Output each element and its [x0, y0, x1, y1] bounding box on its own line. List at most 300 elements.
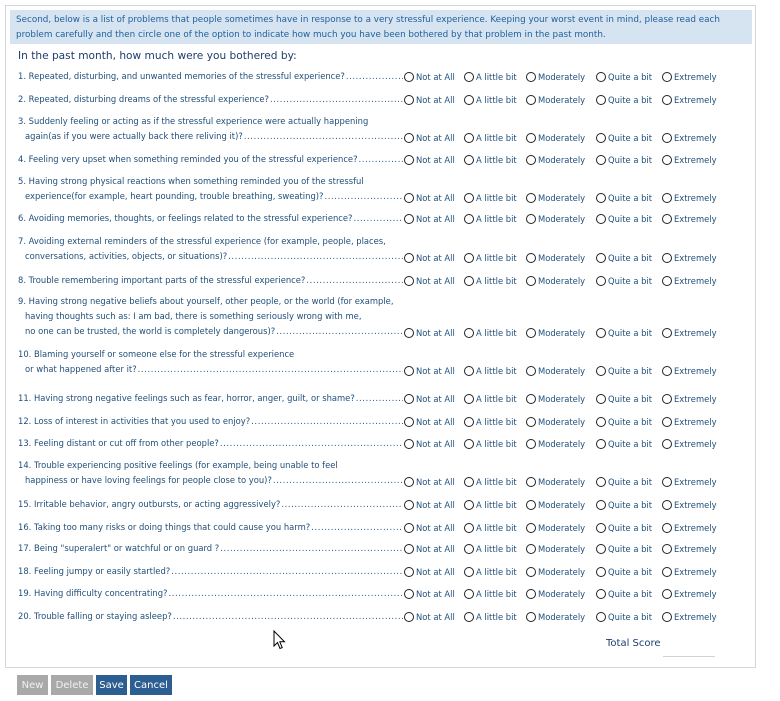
- option-extremely[interactable]: [662, 131, 717, 145]
- radio-button[interactable]: [404, 366, 414, 376]
- radio-button[interactable]: [464, 133, 474, 143]
- option-label: Quite a bit: [608, 276, 653, 286]
- radio-button[interactable]: [464, 276, 474, 286]
- question-17: [18, 541, 403, 556]
- option-moderately[interactable]: [526, 565, 585, 579]
- radio-button[interactable]: [404, 589, 414, 599]
- radio-button[interactable]: [596, 253, 606, 263]
- option-label: Quite a bit: [608, 133, 653, 143]
- radio-button[interactable]: [404, 133, 414, 143]
- radio-button[interactable]: [662, 133, 672, 143]
- option-a-little-bit[interactable]: [464, 392, 517, 406]
- radio-button[interactable]: [464, 72, 474, 82]
- radio-button[interactable]: [404, 253, 414, 263]
- radio-button[interactable]: [662, 95, 672, 105]
- option-a-little-bit[interactable]: [464, 542, 517, 556]
- option-extremely[interactable]: [662, 475, 717, 489]
- option-moderately[interactable]: [526, 326, 585, 340]
- total-score-label: Total Score: [606, 638, 661, 649]
- option-moderately[interactable]: [526, 610, 585, 624]
- question-text-line: no one can be trusted, the world is completely dangerous)? .....: [18, 324, 403, 339]
- option-label: A little bit: [476, 567, 517, 577]
- radio-button[interactable]: [596, 328, 606, 338]
- option-quite-a-bit[interactable]: [596, 212, 652, 226]
- option-label: Extremely: [674, 612, 717, 622]
- option-a-little-bit[interactable]: [464, 565, 517, 579]
- option-moderately[interactable]: [526, 415, 585, 429]
- radio-button[interactable]: [404, 276, 414, 286]
- radio-button[interactable]: [662, 567, 672, 577]
- option-label: A little bit: [476, 500, 517, 510]
- option-a-little-bit[interactable]: [464, 364, 517, 378]
- option-extremely[interactable]: [662, 326, 717, 340]
- option-not-at-all[interactable]: [404, 437, 455, 451]
- radio-button[interactable]: [526, 72, 536, 82]
- option-label: A little bit: [476, 417, 517, 427]
- option-label: Not at All: [416, 439, 455, 449]
- option-extremely[interactable]: [662, 191, 717, 205]
- question-15: [18, 497, 403, 512]
- question-text-line: 7. Avoiding external reminders of the stressful experience (for example, people, places,: [18, 236, 386, 246]
- radio-button[interactable]: [662, 193, 672, 203]
- option-moderately[interactable]: [526, 93, 585, 107]
- option-not-at-all[interactable]: [404, 274, 455, 288]
- option-quite-a-bit[interactable]: [596, 475, 652, 489]
- option-not-at-all[interactable]: [404, 93, 455, 107]
- option-a-little-bit[interactable]: [464, 93, 517, 107]
- option-label: Not at All: [416, 500, 455, 510]
- radio-button[interactable]: [404, 477, 414, 487]
- radio-button[interactable]: [464, 612, 474, 622]
- answer-options-10: [404, 364, 734, 378]
- question-text-line: experience(for example, heart pounding, trouble breathing, sweating)? .....: [18, 189, 403, 204]
- option-quite-a-bit[interactable]: [596, 587, 652, 601]
- option-label: Not at All: [416, 523, 455, 533]
- radio-button[interactable]: [662, 328, 672, 338]
- option-label: Moderately: [538, 133, 586, 143]
- radio-button[interactable]: [464, 155, 474, 165]
- radio-button[interactable]: [662, 500, 672, 510]
- leader-dots: [356, 391, 403, 406]
- question-text-line: again(as if you were actually back there reliving it)? .....: [18, 129, 403, 144]
- option-not-at-all[interactable]: [404, 415, 455, 429]
- option-label: A little bit: [476, 193, 517, 203]
- option-label: Moderately: [538, 95, 586, 105]
- radio-button[interactable]: [596, 72, 606, 82]
- option-not-at-all[interactable]: [404, 521, 455, 535]
- option-not-at-all[interactable]: [404, 542, 455, 556]
- radio-button[interactable]: [526, 214, 536, 224]
- option-moderately[interactable]: [526, 153, 585, 167]
- radio-button[interactable]: [596, 567, 606, 577]
- option-a-little-bit[interactable]: [464, 415, 517, 429]
- option-extremely[interactable]: [662, 364, 717, 378]
- radio-button[interactable]: [596, 544, 606, 554]
- radio-button[interactable]: [526, 544, 536, 554]
- option-a-little-bit[interactable]: [464, 326, 517, 340]
- option-not-at-all[interactable]: [404, 475, 455, 489]
- option-extremely[interactable]: [662, 70, 717, 84]
- radio-button[interactable]: [596, 477, 606, 487]
- answer-options-16: [404, 521, 734, 535]
- option-not-at-all[interactable]: [404, 212, 455, 226]
- option-a-little-bit[interactable]: [464, 251, 517, 265]
- answer-options-2: [404, 93, 734, 107]
- option-not-at-all[interactable]: [404, 610, 455, 624]
- option-label: Not at All: [416, 612, 455, 622]
- leader-dots: [169, 586, 403, 601]
- radio-button[interactable]: [464, 523, 474, 533]
- option-label: Moderately: [538, 328, 586, 338]
- radio-button[interactable]: [404, 72, 414, 82]
- option-a-little-bit[interactable]: [464, 191, 517, 205]
- option-extremely[interactable]: [662, 415, 717, 429]
- option-moderately[interactable]: [526, 475, 585, 489]
- question-text-line: 2. Repeated, disturbing dreams of the stressful experience? .....: [18, 92, 403, 107]
- option-quite-a-bit[interactable]: [596, 392, 652, 406]
- radio-button[interactable]: [526, 567, 536, 577]
- option-label: Extremely: [674, 276, 717, 286]
- radio-button[interactable]: [526, 439, 536, 449]
- option-quite-a-bit[interactable]: [596, 153, 652, 167]
- radio-button[interactable]: [526, 612, 536, 622]
- option-label: Moderately: [538, 214, 586, 224]
- radio-button[interactable]: [404, 328, 414, 338]
- radio-button[interactable]: [662, 253, 672, 263]
- option-not-at-all[interactable]: [404, 70, 455, 84]
- radio-button[interactable]: [464, 95, 474, 105]
- option-quite-a-bit[interactable]: [596, 415, 652, 429]
- radio-button[interactable]: [596, 133, 606, 143]
- option-extremely[interactable]: [662, 251, 717, 265]
- radio-button[interactable]: [404, 612, 414, 622]
- radio-button[interactable]: [404, 567, 414, 577]
- radio-button[interactable]: [526, 155, 536, 165]
- instructions-banner: Second, below is a list of problems that people sometimes have in response to a very stressful experience. Keeping your worst event in mind, please read each problem carefully and then circle one of the option to indicate how much you have been bothered by that problem in the past month.: [10, 10, 752, 44]
- option-label: Quite a bit: [608, 439, 653, 449]
- mouse-cursor-icon: [273, 630, 287, 650]
- radio-button[interactable]: [596, 276, 606, 286]
- option-extremely[interactable]: [662, 212, 717, 226]
- option-not-at-all[interactable]: [404, 587, 455, 601]
- radio-button[interactable]: [662, 214, 672, 224]
- question-text-line: 17. Being "superalert" or watchful or on guard ? .....: [18, 541, 403, 556]
- option-a-little-bit[interactable]: [464, 70, 517, 84]
- option-label: A little bit: [476, 589, 517, 599]
- option-a-little-bit[interactable]: [464, 610, 517, 624]
- option-moderately[interactable]: [526, 498, 585, 512]
- question-3: [18, 114, 403, 144]
- option-quite-a-bit[interactable]: [596, 131, 652, 145]
- option-extremely[interactable]: [662, 93, 717, 107]
- radio-button[interactable]: [526, 95, 536, 105]
- radio-button[interactable]: [596, 214, 606, 224]
- radio-button[interactable]: [464, 567, 474, 577]
- option-not-at-all[interactable]: [404, 131, 455, 145]
- option-label: Quite a bit: [608, 589, 653, 599]
- radio-button[interactable]: [662, 612, 672, 622]
- option-extremely[interactable]: [662, 542, 717, 556]
- radio-button[interactable]: [596, 417, 606, 427]
- leader-dots: [244, 129, 403, 144]
- radio-button[interactable]: [596, 95, 606, 105]
- radio-button[interactable]: [464, 214, 474, 224]
- option-not-at-all[interactable]: [404, 191, 455, 205]
- option-extremely[interactable]: [662, 437, 717, 451]
- option-not-at-all[interactable]: [404, 565, 455, 579]
- radio-button[interactable]: [596, 589, 606, 599]
- option-label: Moderately: [538, 394, 586, 404]
- option-label: Moderately: [538, 439, 586, 449]
- option-label: Quite a bit: [608, 612, 653, 622]
- option-a-little-bit[interactable]: [464, 498, 517, 512]
- option-quite-a-bit[interactable]: [596, 542, 652, 556]
- leader-dots: [346, 69, 403, 84]
- option-label: Not at All: [416, 544, 455, 554]
- option-label: Not at All: [416, 589, 455, 599]
- question-text-line: happiness or have loving feelings for people close to you)? .....: [18, 473, 403, 488]
- option-label: A little bit: [476, 328, 517, 338]
- radio-button[interactable]: [464, 500, 474, 510]
- option-label: A little bit: [476, 253, 517, 263]
- option-label: A little bit: [476, 612, 517, 622]
- delete-button[interactable]: Delete: [51, 675, 93, 695]
- option-a-little-bit[interactable]: [464, 475, 517, 489]
- radio-button[interactable]: [596, 500, 606, 510]
- option-label: Quite a bit: [608, 523, 653, 533]
- radio-button[interactable]: [404, 95, 414, 105]
- radio-button[interactable]: [464, 366, 474, 376]
- question-13: [18, 436, 403, 451]
- answer-options-6: [404, 212, 734, 226]
- option-quite-a-bit[interactable]: [596, 326, 652, 340]
- radio-button[interactable]: [526, 366, 536, 376]
- question-12: [18, 414, 403, 429]
- option-quite-a-bit[interactable]: [596, 565, 652, 579]
- radio-button[interactable]: [404, 394, 414, 404]
- option-label: Not at All: [416, 72, 455, 82]
- radio-button[interactable]: [662, 544, 672, 554]
- option-quite-a-bit[interactable]: [596, 70, 652, 84]
- option-quite-a-bit[interactable]: [596, 274, 652, 288]
- radio-button[interactable]: [464, 328, 474, 338]
- option-label: Extremely: [674, 589, 717, 599]
- answer-options-7: [404, 251, 734, 265]
- save-button[interactable]: Save: [96, 675, 127, 695]
- radio-button[interactable]: [464, 439, 474, 449]
- radio-button[interactable]: [526, 417, 536, 427]
- radio-button[interactable]: [404, 193, 414, 203]
- radio-button[interactable]: [526, 133, 536, 143]
- option-extremely[interactable]: [662, 153, 717, 167]
- radio-button[interactable]: [464, 589, 474, 599]
- option-not-at-all[interactable]: [404, 392, 455, 406]
- option-a-little-bit[interactable]: [464, 153, 517, 167]
- radio-button[interactable]: [662, 439, 672, 449]
- radio-button[interactable]: [596, 394, 606, 404]
- option-label: Not at All: [416, 95, 455, 105]
- option-label: Quite a bit: [608, 155, 653, 165]
- option-label: Quite a bit: [608, 366, 653, 376]
- option-moderately[interactable]: [526, 274, 585, 288]
- option-not-at-all[interactable]: [404, 498, 455, 512]
- option-label: Quite a bit: [608, 477, 653, 487]
- option-extremely[interactable]: [662, 274, 717, 288]
- option-label: Moderately: [538, 276, 586, 286]
- radio-button[interactable]: [464, 193, 474, 203]
- radio-button[interactable]: [404, 214, 414, 224]
- radio-button[interactable]: [464, 394, 474, 404]
- leader-dots: [220, 541, 403, 556]
- radio-button[interactable]: [526, 500, 536, 510]
- radio-button[interactable]: [526, 253, 536, 263]
- option-quite-a-bit[interactable]: [596, 251, 652, 265]
- option-a-little-bit[interactable]: [464, 437, 517, 451]
- option-quite-a-bit[interactable]: [596, 437, 652, 451]
- radio-button[interactable]: [596, 193, 606, 203]
- radio-button[interactable]: [596, 612, 606, 622]
- option-label: Extremely: [674, 439, 717, 449]
- option-extremely[interactable]: [662, 565, 717, 579]
- answer-options-9: [404, 326, 734, 340]
- question-11: [18, 391, 403, 406]
- question-text-line: 20. Trouble falling or staying asleep? .....: [18, 609, 403, 624]
- question-10: [18, 347, 403, 377]
- option-quite-a-bit[interactable]: [596, 364, 652, 378]
- option-not-at-all[interactable]: [404, 326, 455, 340]
- option-label: Extremely: [674, 193, 717, 203]
- option-moderately[interactable]: [526, 364, 585, 378]
- option-extremely[interactable]: [662, 610, 717, 624]
- radio-button[interactable]: [464, 544, 474, 554]
- option-label: Moderately: [538, 417, 586, 427]
- answer-options-14: [404, 475, 734, 489]
- radio-button[interactable]: [662, 155, 672, 165]
- radio-button[interactable]: [526, 276, 536, 286]
- leader-dots: [171, 564, 403, 579]
- total-score-input[interactable]: [663, 640, 715, 657]
- option-label: A little bit: [476, 394, 517, 404]
- option-moderately[interactable]: [526, 521, 585, 535]
- question-text-line: 4. Feeling very upset when something reminded you of the stressful experience? .....: [18, 152, 403, 167]
- question-text-line: 5. Having strong physical reactions when something reminded you of the stressful: [18, 176, 364, 186]
- new-button[interactable]: New: [17, 675, 48, 695]
- option-a-little-bit[interactable]: [464, 274, 517, 288]
- radio-button[interactable]: [662, 523, 672, 533]
- option-label: Extremely: [674, 72, 717, 82]
- leader-dots: [324, 189, 403, 204]
- option-quite-a-bit[interactable]: [596, 521, 652, 535]
- radio-button[interactable]: [596, 155, 606, 165]
- option-label: Moderately: [538, 544, 586, 554]
- option-moderately[interactable]: [526, 191, 585, 205]
- option-label: A little bit: [476, 523, 517, 533]
- radio-button[interactable]: [526, 394, 536, 404]
- option-label: Extremely: [674, 477, 717, 487]
- option-label: Extremely: [674, 567, 717, 577]
- question-1: [18, 69, 403, 84]
- option-moderately[interactable]: [526, 587, 585, 601]
- leader-dots: [281, 497, 403, 512]
- option-extremely[interactable]: [662, 587, 717, 601]
- option-label: Quite a bit: [608, 72, 653, 82]
- option-not-at-all[interactable]: [404, 153, 455, 167]
- radio-button[interactable]: [662, 589, 672, 599]
- option-moderately[interactable]: [526, 131, 585, 145]
- radio-button[interactable]: [662, 417, 672, 427]
- option-label: Not at All: [416, 253, 455, 263]
- option-not-at-all[interactable]: [404, 364, 455, 378]
- option-quite-a-bit[interactable]: [596, 610, 652, 624]
- radio-button[interactable]: [404, 544, 414, 554]
- option-moderately[interactable]: [526, 212, 585, 226]
- radio-button[interactable]: [662, 72, 672, 82]
- cancel-button[interactable]: Cancel: [130, 675, 172, 695]
- answer-options-1: [404, 70, 734, 84]
- question-text-line: 6. Avoiding memories, thoughts, or feelings related to the stressful experience? .....: [18, 211, 403, 226]
- radio-button[interactable]: [526, 193, 536, 203]
- radio-button[interactable]: [596, 523, 606, 533]
- radio-button[interactable]: [662, 366, 672, 376]
- option-quite-a-bit[interactable]: [596, 191, 652, 205]
- radio-button[interactable]: [526, 477, 536, 487]
- option-not-at-all[interactable]: [404, 251, 455, 265]
- radio-button[interactable]: [662, 477, 672, 487]
- option-label: A little bit: [476, 95, 517, 105]
- leader-dots: [251, 414, 403, 429]
- leader-dots: [311, 520, 403, 535]
- radio-button[interactable]: [596, 439, 606, 449]
- option-label: Extremely: [674, 155, 717, 165]
- radio-button[interactable]: [526, 523, 536, 533]
- radio-button[interactable]: [662, 276, 672, 286]
- option-a-little-bit[interactable]: [464, 212, 517, 226]
- option-moderately[interactable]: [526, 70, 585, 84]
- option-moderately[interactable]: [526, 542, 585, 556]
- radio-button[interactable]: [662, 394, 672, 404]
- radio-button[interactable]: [404, 417, 414, 427]
- option-moderately[interactable]: [526, 392, 585, 406]
- option-extremely[interactable]: [662, 498, 717, 512]
- option-label: Not at All: [416, 417, 455, 427]
- radio-button[interactable]: [464, 253, 474, 263]
- radio-button[interactable]: [526, 589, 536, 599]
- radio-button[interactable]: [464, 477, 474, 487]
- option-label: Extremely: [674, 500, 717, 510]
- radio-button[interactable]: [596, 366, 606, 376]
- radio-button[interactable]: [404, 523, 414, 533]
- option-extremely[interactable]: [662, 392, 717, 406]
- option-moderately[interactable]: [526, 251, 585, 265]
- option-a-little-bit[interactable]: [464, 131, 517, 145]
- option-label: A little bit: [476, 72, 517, 82]
- option-label: Not at All: [416, 133, 455, 143]
- radio-button[interactable]: [404, 439, 414, 449]
- option-extremely[interactable]: [662, 521, 717, 535]
- option-quite-a-bit[interactable]: [596, 498, 652, 512]
- radio-button[interactable]: [464, 417, 474, 427]
- option-label: Extremely: [674, 366, 717, 376]
- option-moderately[interactable]: [526, 437, 585, 451]
- radio-button[interactable]: [404, 500, 414, 510]
- option-a-little-bit[interactable]: [464, 521, 517, 535]
- option-a-little-bit[interactable]: [464, 587, 517, 601]
- radio-button[interactable]: [526, 328, 536, 338]
- radio-button[interactable]: [404, 155, 414, 165]
- option-quite-a-bit[interactable]: [596, 93, 652, 107]
- question-7: [18, 234, 403, 264]
- answer-options-8: [404, 274, 734, 288]
